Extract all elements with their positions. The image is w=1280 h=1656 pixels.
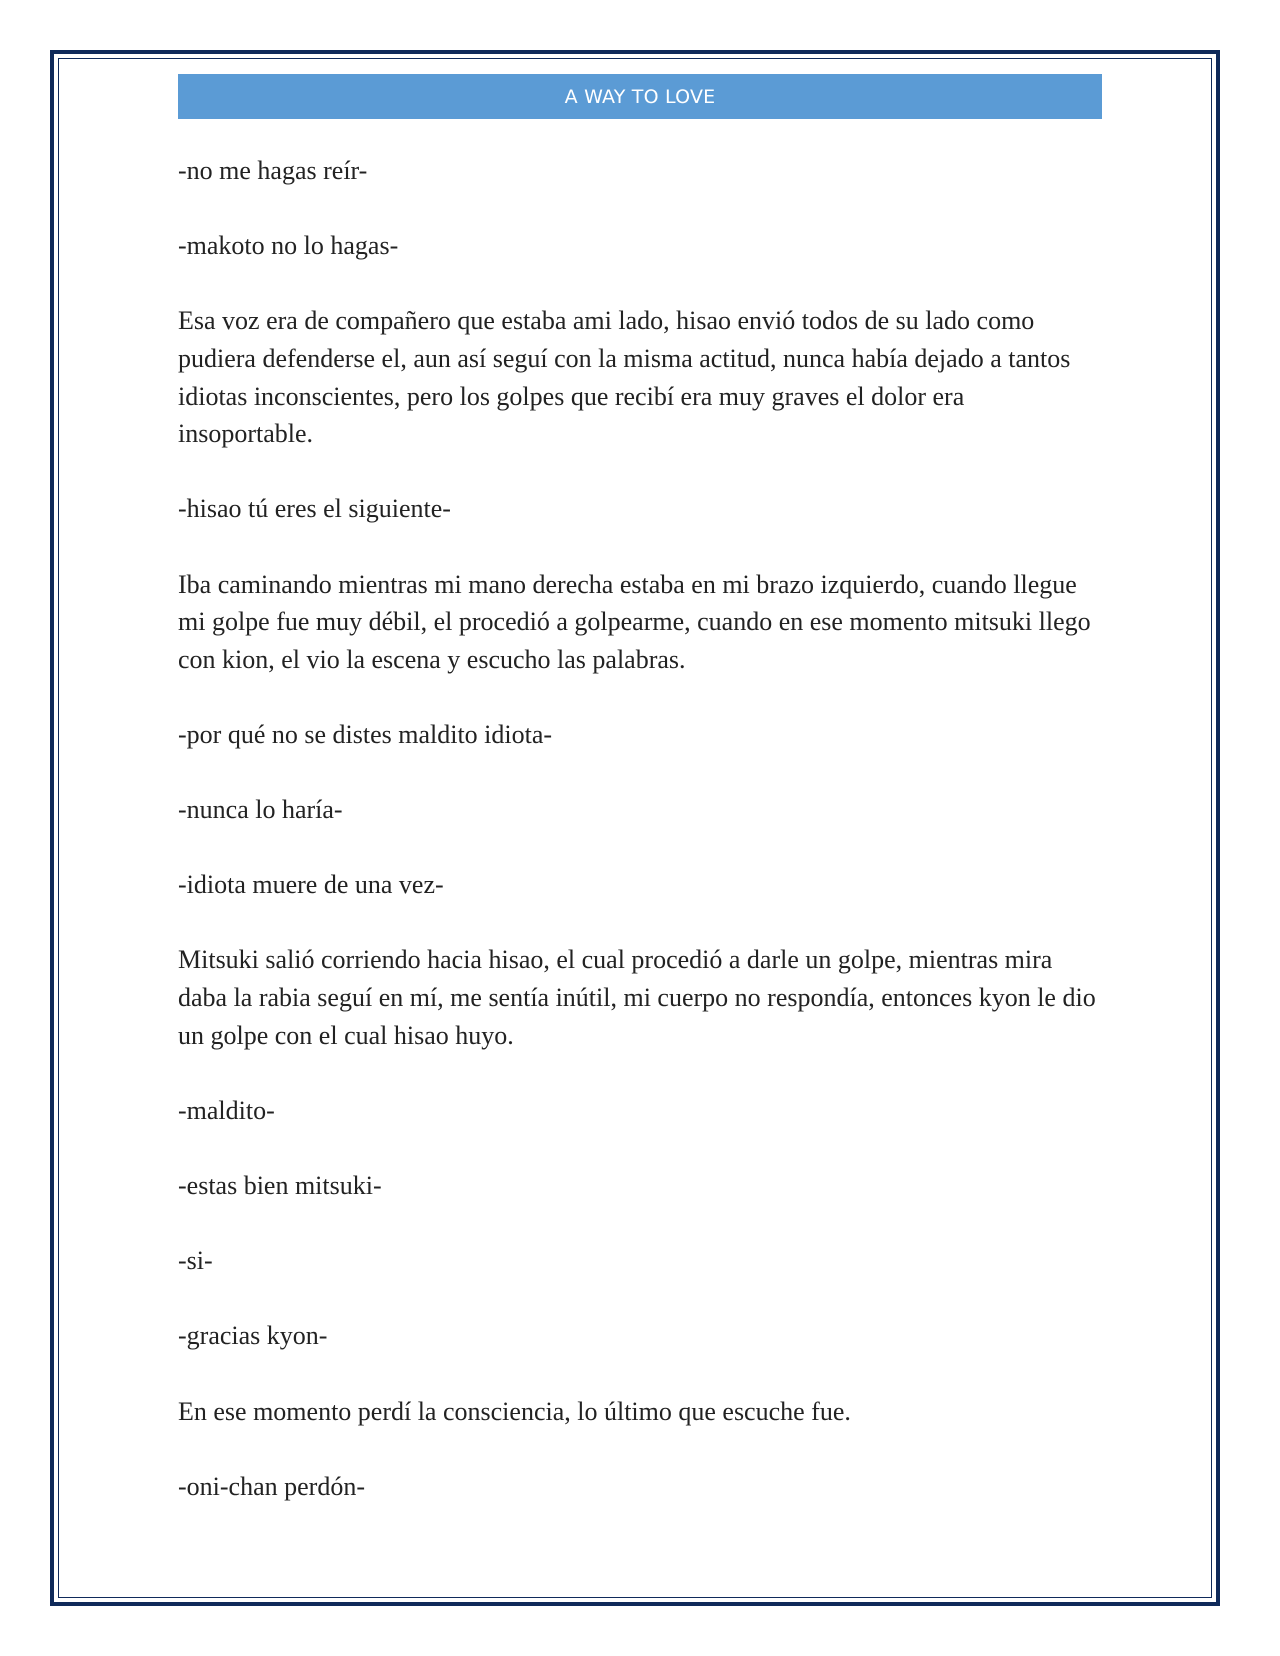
paragraph: -por qué no se distes maldito idiota- (178, 719, 553, 749)
paragraph: En ese momento perdí la consciencia, lo último que escuche fue. (178, 1396, 851, 1426)
paragraph: -nunca lo haría- (178, 795, 343, 825)
paragraph: -oni-chan perdón- (178, 1471, 365, 1501)
paragraph: Mitsuki salió corriendo hacia hisao, el cual procedió a darle un golpe, mientras mira daba la rabia seguí en mí, me sentía inútil, mi cuerpo no respondía, entonces kyon le dio un golpe con el cual hisao huyo. (178, 945, 1096, 1050)
paragraph: -maldito- (178, 1095, 275, 1125)
paragraph: -makoto no lo hagas- (178, 231, 399, 261)
paragraph: Iba caminando mientras mi mano derecha estaba en mi brazo izquierdo, cuando llegue mi golpe fue muy débil, el procedió a golpearme, cuando en ese momento mitsuki llego con kion, el vio la escena y escucho las palabras. (178, 569, 1091, 674)
paragraph: Esa voz era de compañero que estaba ami lado, hisao envió todos de su lado como pudiera defenderse el, aun así seguí con la misma actitud, nunca había dejado a tantos idiotas inconscientes, pero los golpes que recibí era muy graves el dolor era insoportable. (178, 306, 1071, 449)
paragraph: -estas bien mitsuki- (178, 1171, 382, 1201)
header-title: A WAY TO LOVE (564, 85, 716, 108)
page-header (178, 74, 1102, 119)
paragraph: -idiota muere de una vez- (178, 870, 444, 900)
paragraph: -si- (178, 1246, 213, 1276)
document-body (178, 152, 1102, 1543)
paragraph: -hisao tú eres el siguiente- (178, 494, 451, 524)
paragraph: -no me hagas reír- (178, 156, 368, 185)
paragraph: -gracias kyon- (178, 1321, 328, 1351)
